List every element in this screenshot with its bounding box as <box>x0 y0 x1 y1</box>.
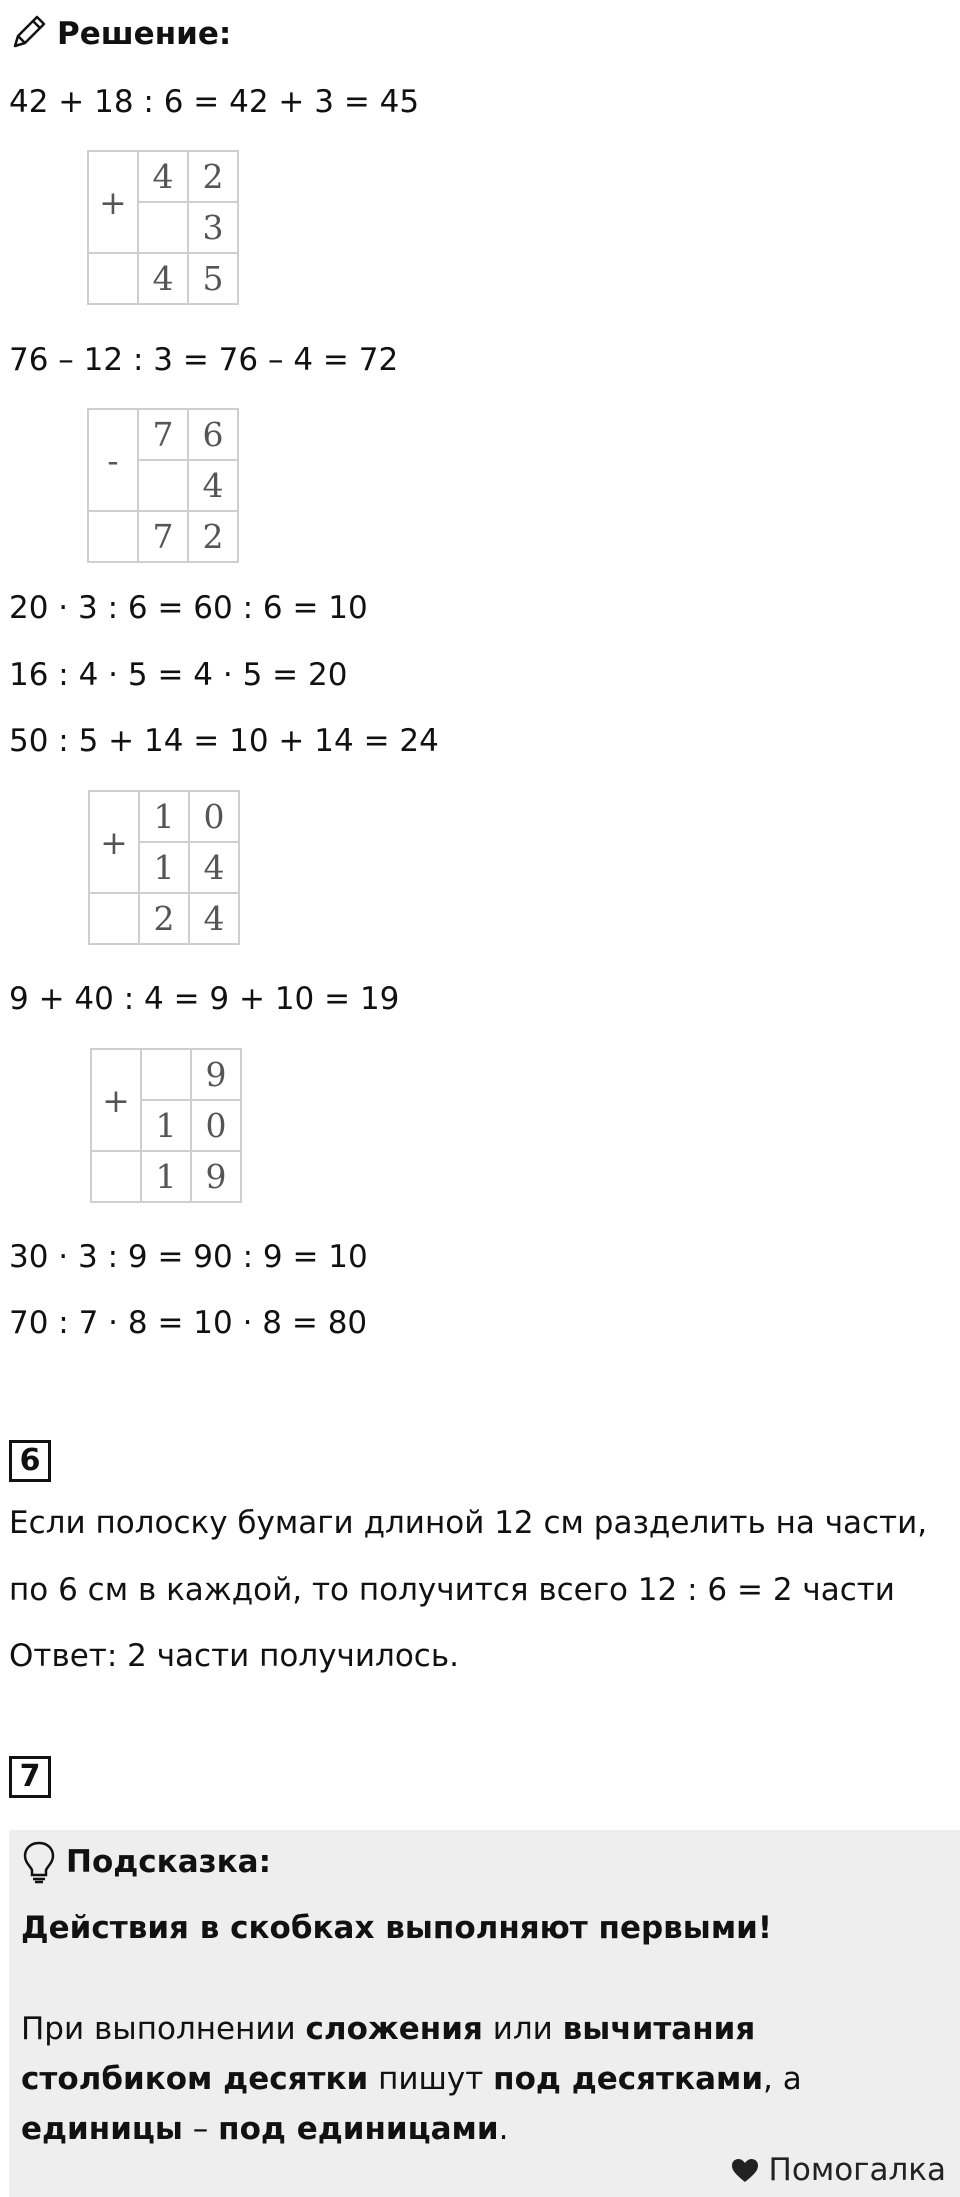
digit-cell <box>138 202 188 253</box>
equation-3: 20 · 3 : 6 = 60 : 6 = 10 <box>9 590 368 626</box>
task-number-7: 7 <box>9 1756 51 1798</box>
digit-cell: 3 <box>188 202 238 253</box>
hint-title: Подсказка: <box>66 1844 271 1880</box>
digit-cell: 6 <box>188 409 238 460</box>
column-calc-1 <box>87 150 239 305</box>
digit-cell: 0 <box>191 1100 241 1151</box>
pencil-icon <box>9 12 49 52</box>
result-digit: 9 <box>191 1151 241 1202</box>
empty-cell <box>88 253 138 304</box>
task6-answer: Ответ: 2 части получилось. <box>9 1638 459 1674</box>
result-digit: 7 <box>138 511 188 562</box>
digit-cell: 4 <box>189 842 239 893</box>
digit-cell: 1 <box>139 842 189 893</box>
solution-header: Решение: <box>57 16 232 52</box>
operator-sign: - <box>88 409 138 511</box>
operator-sign: + <box>91 1049 141 1151</box>
hint-text-fragment: вычитания столбиком десятки <box>21 2011 756 2097</box>
hint-text-fragment: пишут <box>368 2061 494 2097</box>
digit-cell: 0 <box>189 791 239 842</box>
result-digit: 2 <box>139 893 189 944</box>
hint-text-fragment: единицы <box>21 2111 183 2147</box>
digit-cell: 7 <box>138 409 188 460</box>
digit-cell: 1 <box>139 791 189 842</box>
heart-icon <box>731 2154 759 2194</box>
empty-cell <box>91 1151 141 1202</box>
digit-cell: 4 <box>188 460 238 511</box>
result-digit: 4 <box>138 253 188 304</box>
hint-text-fragment: под десятками <box>493 2061 764 2097</box>
operator-sign: + <box>89 791 139 893</box>
equation-8: 70 : 7 · 8 = 10 · 8 = 80 <box>9 1305 368 1341</box>
brand-label <box>731 2150 946 2194</box>
equation-4: 16 : 4 · 5 = 4 · 5 = 20 <box>9 657 348 693</box>
result-digit: 4 <box>189 893 239 944</box>
digit-cell: 2 <box>188 151 238 202</box>
result-digit: 2 <box>188 511 238 562</box>
hint-text <box>21 2004 921 2154</box>
equation-1: 42 + 18 : 6 = 42 + 3 = 45 <box>9 84 420 120</box>
empty-cell <box>89 893 139 944</box>
lightbulb-icon <box>21 1840 57 1884</box>
result-digit: 5 <box>188 253 238 304</box>
brand-name: Помогалка <box>768 2152 946 2188</box>
hint-rule: Действия в скобках выполняют первыми! <box>21 1910 773 1946</box>
result-digit: 1 <box>141 1151 191 1202</box>
hint-text-fragment: или <box>482 2011 563 2047</box>
hint-text-fragment: При выполнении <box>21 2011 306 2047</box>
column-calc-2 <box>87 408 239 563</box>
hint-text-fragment: сложения <box>305 2011 483 2047</box>
digit-cell: 4 <box>138 151 188 202</box>
digit-cell <box>138 460 188 511</box>
digit-cell: 9 <box>191 1049 241 1100</box>
digit-cell <box>141 1049 191 1100</box>
hint-box <box>9 1830 960 2197</box>
equation-7: 30 · 3 : 9 = 90 : 9 = 10 <box>9 1239 368 1275</box>
empty-cell <box>88 511 138 562</box>
hint-text-fragment: . <box>498 2111 509 2147</box>
task6-line-2: по 6 см в каждой, то получится всего 12 : 6 = 2 части <box>9 1572 895 1608</box>
task6-line-1: Если полоску бумаги длиной 12 см разделить на части, <box>9 1505 928 1541</box>
hint-text-fragment: под единицами <box>218 2111 499 2147</box>
hint-text-fragment: – <box>182 2111 219 2147</box>
digit-cell: 1 <box>141 1100 191 1151</box>
equation-6: 9 + 40 : 4 = 9 + 10 = 19 <box>9 981 400 1017</box>
equation-2: 76 – 12 : 3 = 76 – 4 = 72 <box>9 342 399 378</box>
hint-text-fragment: , а <box>763 2061 802 2097</box>
operator-sign: + <box>88 151 138 253</box>
column-calc-4 <box>90 1048 242 1203</box>
equation-5: 50 : 5 + 14 = 10 + 14 = 24 <box>9 723 439 759</box>
column-calc-3 <box>88 790 240 945</box>
task-number-6: 6 <box>9 1440 51 1482</box>
